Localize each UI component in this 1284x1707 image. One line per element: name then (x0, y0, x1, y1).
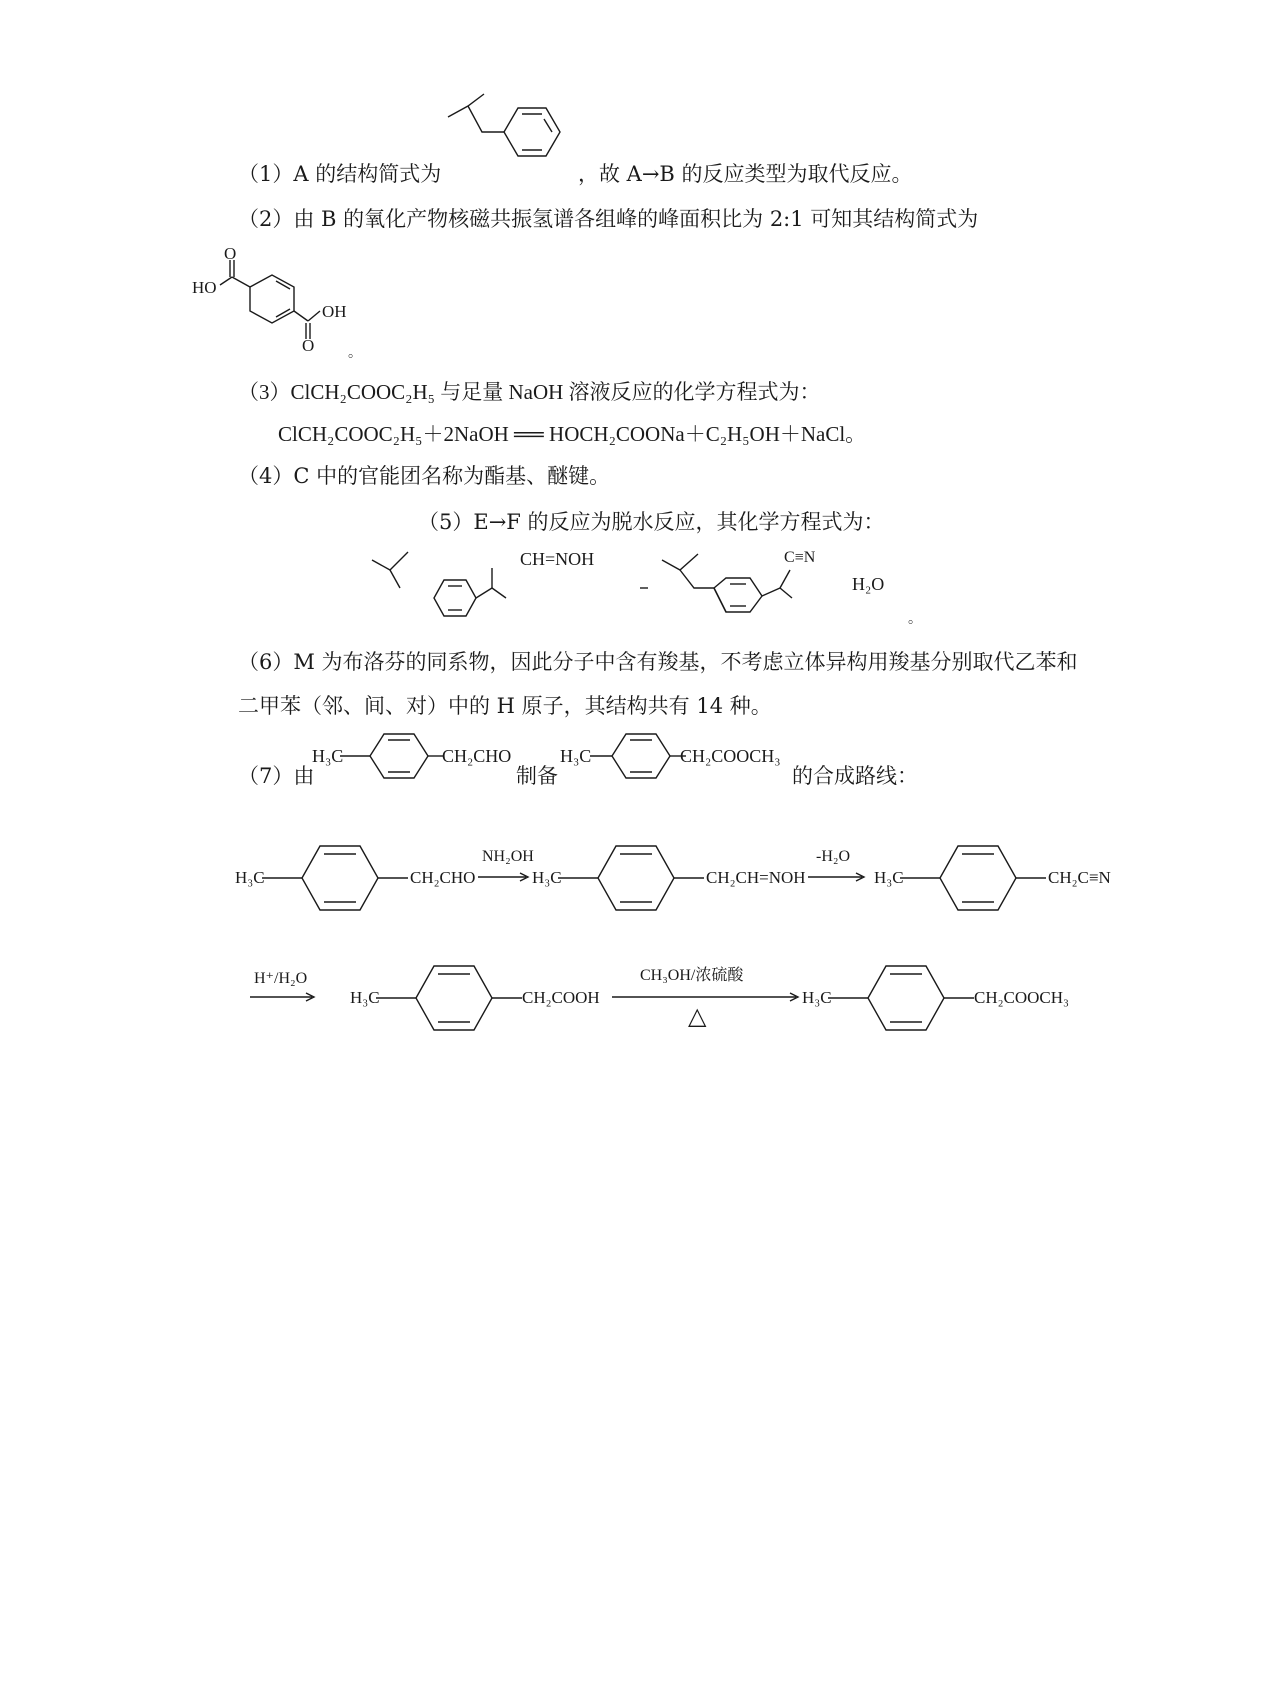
q3-line2: ClCH₂COOC₂H₅＋2NaOH ══ HOCH₂COONa＋C₂H₅OH＋NaCl。 (278, 422, 867, 446)
q5-line: （5）E→F 的反应为脱水反应，其化学方程式为： (418, 510, 885, 534)
atom-ho: HO (192, 278, 217, 297)
route-m5-left: H₃C (802, 988, 832, 1007)
atom-o-bottom: O (302, 336, 315, 355)
route-m1-ring (262, 842, 412, 912)
q5-product-group: C≡N (784, 549, 816, 566)
q3-line1: （3）ClCH₂COOC₂H₅ 与足量 NaOH 溶液反应的化学方程式为： (238, 380, 821, 404)
q2-line: （2）由 B 的氧化产物核磁共振氢谱各组峰的峰面积比为 2:1 可知其结构简式为 (238, 207, 979, 231)
route-reagent1: NH₂OH (482, 848, 534, 865)
q7-mid: 制备 (516, 764, 558, 788)
route-reagent2: -H₂O (816, 848, 851, 865)
q7-prefix: （7）由 (238, 764, 315, 788)
route-reagent4: CH₃OH/浓硫酸 (640, 967, 744, 984)
q6-line1: （6）M 为布洛芬的同系物，因此分子中含有羧基，不考虑立体异构用羧基分别取代乙苯和 (238, 650, 1078, 674)
route-m4-ring (376, 962, 526, 1032)
route-m3-ring (900, 842, 1050, 912)
route-arrow4 (612, 992, 802, 1002)
atom-oh: OH (322, 302, 347, 321)
q5-end-mark: 。 (908, 612, 922, 627)
q1-prefix: （1）A 的结构简式为 (238, 162, 442, 186)
q7-start-left: H₃C (312, 746, 344, 766)
route-reagent3: H⁺/H₂O (254, 970, 308, 987)
q5-arrow (640, 585, 650, 591)
q5-reactant-group: CH=NOH (520, 549, 595, 569)
diacid-structure (190, 245, 350, 355)
route-arrow2 (808, 872, 868, 882)
route-m4-left: H₃C (350, 988, 380, 1007)
route-heat: △ (688, 1004, 707, 1030)
route-m5-right: CH₂COOCH₃ (974, 988, 1069, 1007)
q7-end-left: H₃C (560, 746, 592, 766)
route-m1-right: CH₂CHO (410, 868, 476, 887)
q2-end-mark: 。 (348, 346, 362, 361)
q1-suffix: ，故 A→B 的反应类型为取代反应。 (578, 162, 913, 186)
route-m1-left: H₃C (235, 868, 265, 887)
route-arrow3 (250, 992, 318, 1002)
route-m4-right: CH₂COOH (522, 988, 600, 1007)
isobutylbenzene-structure (440, 92, 570, 182)
q7-end-right: CH₂COOCH₃ (680, 746, 781, 766)
route-m2-left: H₃C (532, 868, 562, 887)
q5-water: H₂O (852, 574, 885, 594)
route-m2-right: CH₂CH=NOH (706, 868, 806, 887)
route-m5-ring (828, 962, 978, 1032)
atom-o-top: O (224, 244, 237, 263)
route-m3-left: H₃C (874, 868, 904, 887)
route-arrow1 (478, 872, 532, 882)
q4-line: （4）C 中的官能团名称为酯基、醚键。 (238, 464, 611, 488)
route-m3-right: CH₂C≡N (1048, 868, 1111, 887)
q5-product-structure (660, 548, 860, 638)
route-m2-ring (558, 842, 708, 912)
q7-suffix: 的合成路线： (792, 764, 918, 788)
q6-line2: 二甲苯（邻、间、对）中的 H 原子，其结构共有 14 种。 (238, 694, 772, 718)
q7-start-right: CH₂CHO (442, 746, 512, 766)
